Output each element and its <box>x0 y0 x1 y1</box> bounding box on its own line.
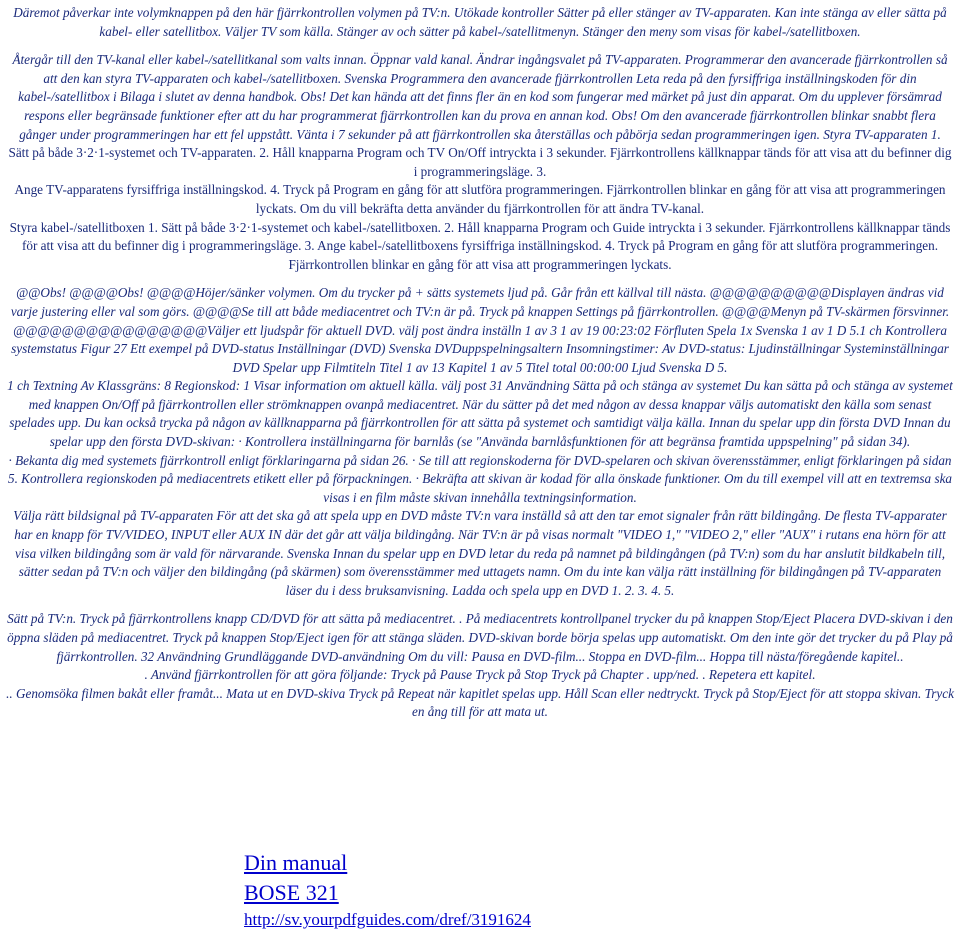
paragraph-scan: .. Genomsöka filmen bakåt eller framåt... Mata ut en DVD-skiva Tryck på Repeat när kapitlet spelas upp. Håll Scan eller nedtryckt. Tryck på Stop/Eject för att stoppa skivan. Tryck en ång till för att mata ut. <box>6 685 954 720</box>
paragraph-tv-code: Ange TV-apparatens fyrsiffriga inställningskod. 4. Tryck på Program en gång för att slutföra programmeringen. Fjärrkontrollen blinkar en gång för att visa att programmeringen lyckats. Om du vill bekräfta detta använder du fjärrkontrollen för att ändra TV-kanal. <box>14 182 946 216</box>
paragraph-video-input: Välja rätt bildsignal på TV-apparaten För att det ska gå att spela upp en DVD måste TV:n vara inställd så att den tar emot signaler från rätt bildingång. De flesta TV-apparater har en knapp för TV/VIDEO, INPUT eller AUX IN där det går att välja bildingång. När TV:n är på visas normalt "VIDEO 1," "VIDEO 2," eller "AUX" i rutans ena hörn för att visa vilken bildingång som är vald för närvarande. Svenska Innan du spelar upp en DVD letar du reda på namnet på bildingången (på TV:n) som du har anslutit bildkabeln till, sätter sedan på TV:n och väljer den bildingång (på skärmen) som överensstämmer med uttagets namn. Om du inte kan välja rätt inställning för bildingången på TV-apparaten läser du i dess bruksanvisning. Ladda och spela upp en DVD 1. 2. 3. 4. 5. <box>13 508 947 598</box>
model-link[interactable]: BOSE 321 <box>244 880 339 905</box>
paragraph-intro: Däremot påverkar inte volymknappen på den här fjärrkontrollen volymen på TV:n. Utökade kontroller Sätter på eller stänger av TV-apparaten. Kan inte stänga av eller sätta på kabel- eller satellitbox. Väljer TV som källa. Stänger av och sätter på kabel-/satellitmenyn. Stänger den meny som visas för kabel-/satellitboxen. <box>13 5 947 39</box>
paragraph-usage: 1 ch Textning Av Klassgräns: 8 Regionskod: 1 Visar information om aktuell källa. välj post 31 Användning Sätta på och stänga av systemet Du kan sätta på och stänga av systemet med knappen On/Off på fjärrkontrollen eller strömknappen ovanpå mediacentret. När du sätter på det med någon av dessa knappar väljs automatiskt den källa som senast spelades upp. Du kan också trycka på någon av källknapparna på fjärrkontrollen för att sätta på systemet och samtidigt välja källa. Innan du spelar upp din första DVD Innan du spelar upp den första DVD-skivan: · Kontrollera inställningarna för barnlås (se "Använda barnlåsfunktionen för att begränsa framtida uppspelning" på sidan 34). <box>7 378 953 450</box>
paragraph-cable: Styra kabel-/satellitboxen 1. Sätt på både 3·2·1-systemet och kabel-/satellitboxen. 2. Håll knapparna Program och Guide intryckta i 3 sekunder. Fjärrkontrollens källknappar tänds för att visa att du befinner dig i programmeringsläge. 3. Ange kabel-/satellitboxens fyrsiffriga inställningskod. 4. Tryck på Program en gång för att slutföra programmeringen. Fjärrkontrollen blinkar en gång för att visa att programmeringen lyckats. <box>9 219 951 272</box>
paragraph-programming: Återgår till den TV-kanal eller kabel-/satellitkanal som valts innan. Öppnar vald kanal. Ändrar ingångsvalet på TV-apparaten. Programmerar den avancerade fjärrkontrollen så att den kan styra TV-apparaten och kabel-/satellitboxen. Svenska Programmera den avancerade fjärrkontrollen Leta reda på den fyrsiffriga inställningskoden för din kabel-/satellitbox i Bilaga i slutet av denna handbok. Obs! Det kan hända att det finns fler än en kod som fungerar med märket på just din apparat. Om du upplever försämrad respons eller begränsade funktioner efter att du har programmerat fjärrkontrollen kan du prova en annan kod. Obs! Om den avancerade fjärrkontrollen blinkar snabbt flera gånger under programmeringen har ett fel uppstått. Vänta i 7 sekunder på att fjärrkontrollen ska återställas och påbörja sedan programmeringen igen. Styra TV-apparaten 1. <box>12 52 948 142</box>
manual-link[interactable]: Din manual <box>244 850 348 875</box>
paragraph-notes: @@Obs! @@@@Obs! @@@@Höjer/sänker volymen. Om du trycker på + sätts systemets ljud på. Går från ett källval till nästa. @@@@@@@@@@Displayen ändras vid varje justering eller val som görs. @@@@Se till att både mediacentret och TV:n är på. Tryck på knappen Settings på fjärrkontrollen. @@@@Menyn på TV-skärmen försvinner. @@@@@@@@@@@@@@@@Väljer ett ljudspår för aktuell DVD. välj post ändra inställn 1 av 3 1 av 19 00:23:02 Förfluten Spela 1x Svenska 1 av 1 D 5.1 ch Kontrollera systemstatus Figur 27 Ett exempel på DVD-status Inställningar (DVD) Svenska DVDuppspelningsaltern Insomningstimer: Av DVD-status: Ljudinställningar Systeminställningar DVD Spelar upp Filmtiteln Titel 1 av 13 Kapitel 1 av 5 Titel total 00:00:00 Ljud Svenska D 5. <box>10 285 950 375</box>
paragraph-region: · Bekanta dig med systemets fjärrkontroll enligt förklaringarna på sidan 26. · Se till att regionskoderna för DVD-spelaren och skivan överensstämmer, enligt förklaringen på sidan 5. Kontrollera regionskoden på mediacentrets etikett eller på förpackningen. · Bekräfta att skivan är kodad för alla önskade funktioner. Om du till exempel vill att en textremsa ska visas i en film måste skivan innehålla textningsinformation. <box>7 452 953 505</box>
paragraph-tv-step: Sätt på både 3·2·1-systemet och TV-apparaten. 2. Håll knapparna Program och TV On/Off intryckta i 3 sekunder. Fjärrkontrollens källknappar tänds för att visa att du befinner dig i programmeringsläge. 3. <box>8 145 952 179</box>
paragraph-remote-use: . Använd fjärrkontrollen för att göra följande: Tryck på Pause Tryck på Stop Tryck på Chapter . upp/ned. . Repetera ett kapitel. <box>144 667 816 683</box>
paragraph-play-dvd: Sätt på TV:n. Tryck på fjärrkontrollens knapp CD/DVD för att sätta på mediacentret. . På mediacentrets kontrollpanel trycker du på knappen Stop/Eject Placera DVD-skivan i den öppna släden på mediacentret. Tryck på knappen Stop/Eject igen för att stänga släden. DVD-skivan borde börja spelas upp automatiskt. Om den inte gör det trycker du på Play på fjärrkontrollen. 32 Användning Grundläggande DVD-användning Om du vill: Pausa en DVD-film... Stoppa en DVD-film... Hoppa till nästa/föregående kapitel.. <box>7 611 953 664</box>
url-link[interactable]: http://sv.yourpdfguides.com/dref/3191624 <box>244 910 531 929</box>
manual-links <box>244 848 531 932</box>
